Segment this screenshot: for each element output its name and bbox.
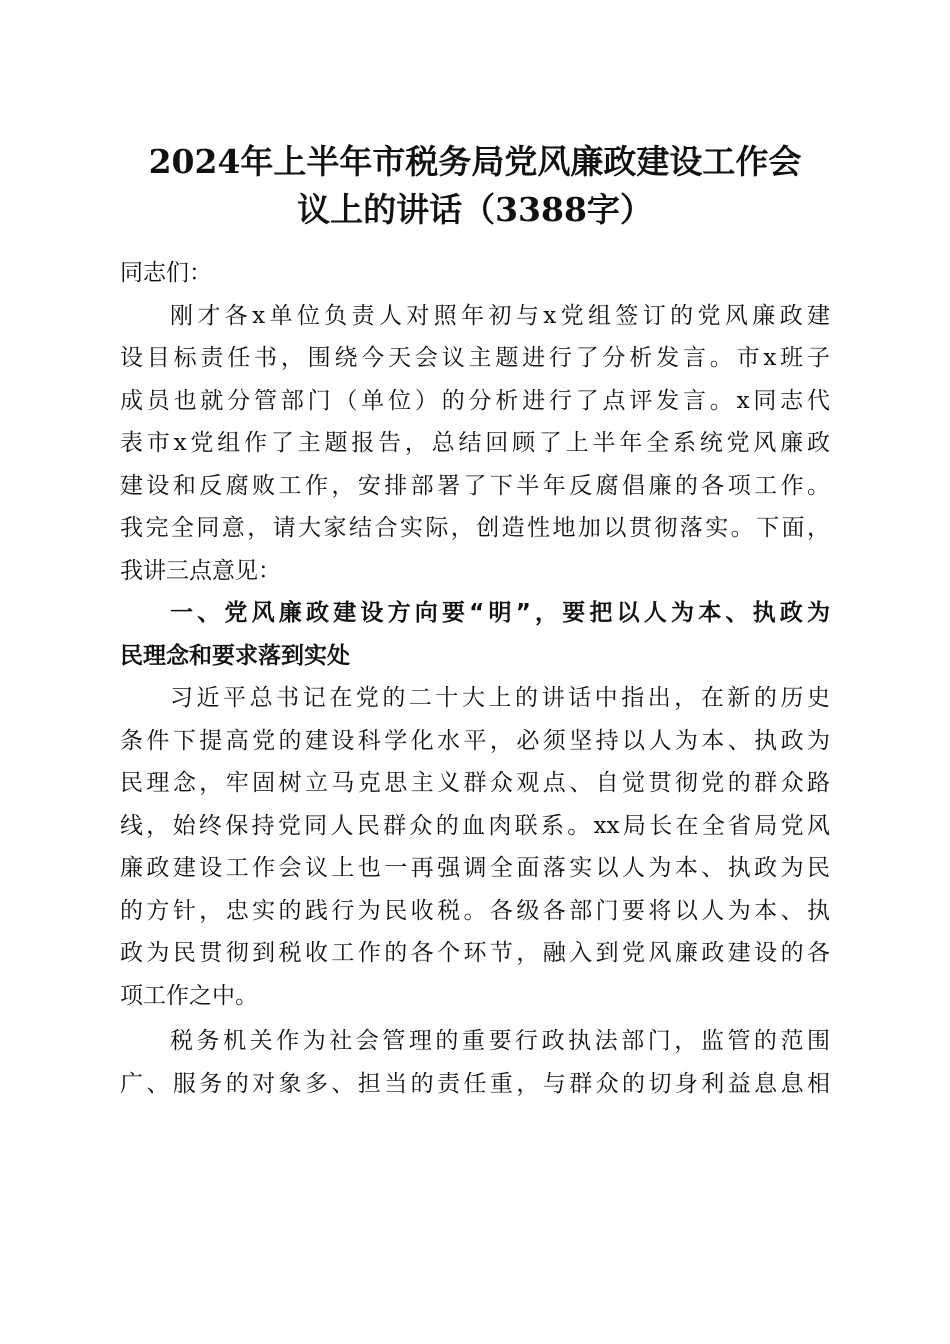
title-line-2: 议上的讲话（3388字） (297, 190, 653, 229)
paragraph-line: 刚才各x单位负责人对照年初与x党组签订的党风廉政建 (170, 302, 830, 329)
paragraph-xi-speech (120, 677, 830, 1017)
paragraph-line: 税务机关作为社会管理的重要行政执法部门，监管的范围 (170, 1028, 830, 1054)
paragraph-line: 条件下提高党的建设科学化水平，必须坚持以人为本、执政为 (120, 727, 830, 754)
title-line-1: 2024年上半年市税务局党风廉政建设工作会 (148, 142, 802, 181)
paragraph-line: 项工作之中。 (120, 982, 258, 1009)
paragraph-line: 我讲三点意见： (120, 557, 281, 584)
salutation: 同志们： (120, 260, 212, 286)
paragraph-line: 政为民贯彻到税收工作的各个环节，融入到党风廉政建设的各 (120, 940, 830, 966)
section-heading-1 (120, 592, 830, 677)
document-body (120, 252, 830, 1105)
paragraph-opening (120, 295, 830, 593)
paragraph-line: 我完全同意，请大家结合实际，创造性地加以贯彻落实。下面， (120, 515, 830, 541)
paragraph-line: 习近平总书记在党的二十大上的讲话中指出，在新的历史 (170, 685, 830, 711)
paragraph-line: 表市x党组作了主题报告，总结回顾了上半年全系统党风廉政 (120, 430, 830, 456)
paragraph-line: 线，始终保持党同人民群众的血肉联系。xx局长在全省局党风 (120, 812, 830, 839)
paragraph-tax-authority (120, 1020, 830, 1105)
paragraph-line: 建设和反腐败工作，安排部署了下半年反腐倡廉的各项工作。 (120, 472, 830, 499)
paragraph-line: 广、服务的对象多、担当的责任重，与群众的切身利益息息相 (120, 1070, 830, 1097)
paragraph-line: 廉政建设工作会议上也一再强调全面落实以人为本、执政为民 (120, 855, 830, 881)
paragraph-line: 的方针，忠实的践行为民收税。各级各部门要将以人为本、执 (120, 897, 830, 924)
paragraph-line: 成员也就分管部门（单位）的分析进行了点评发言。x同志代 (120, 387, 830, 414)
heading-line: 民理念和要求落到实处 (120, 642, 350, 669)
heading-line: 一、党风廉政建设方向要“明”，要把以人为本、执政为 (170, 600, 830, 626)
paragraph-line: 民理念，牢固树立马克思主义群众观点、自觉贯彻党的群众路 (120, 770, 830, 796)
document-title (100, 138, 850, 234)
paragraph-line: 设目标责任书，围绕今天会议主题进行了分析发言。市x班子 (120, 345, 830, 371)
